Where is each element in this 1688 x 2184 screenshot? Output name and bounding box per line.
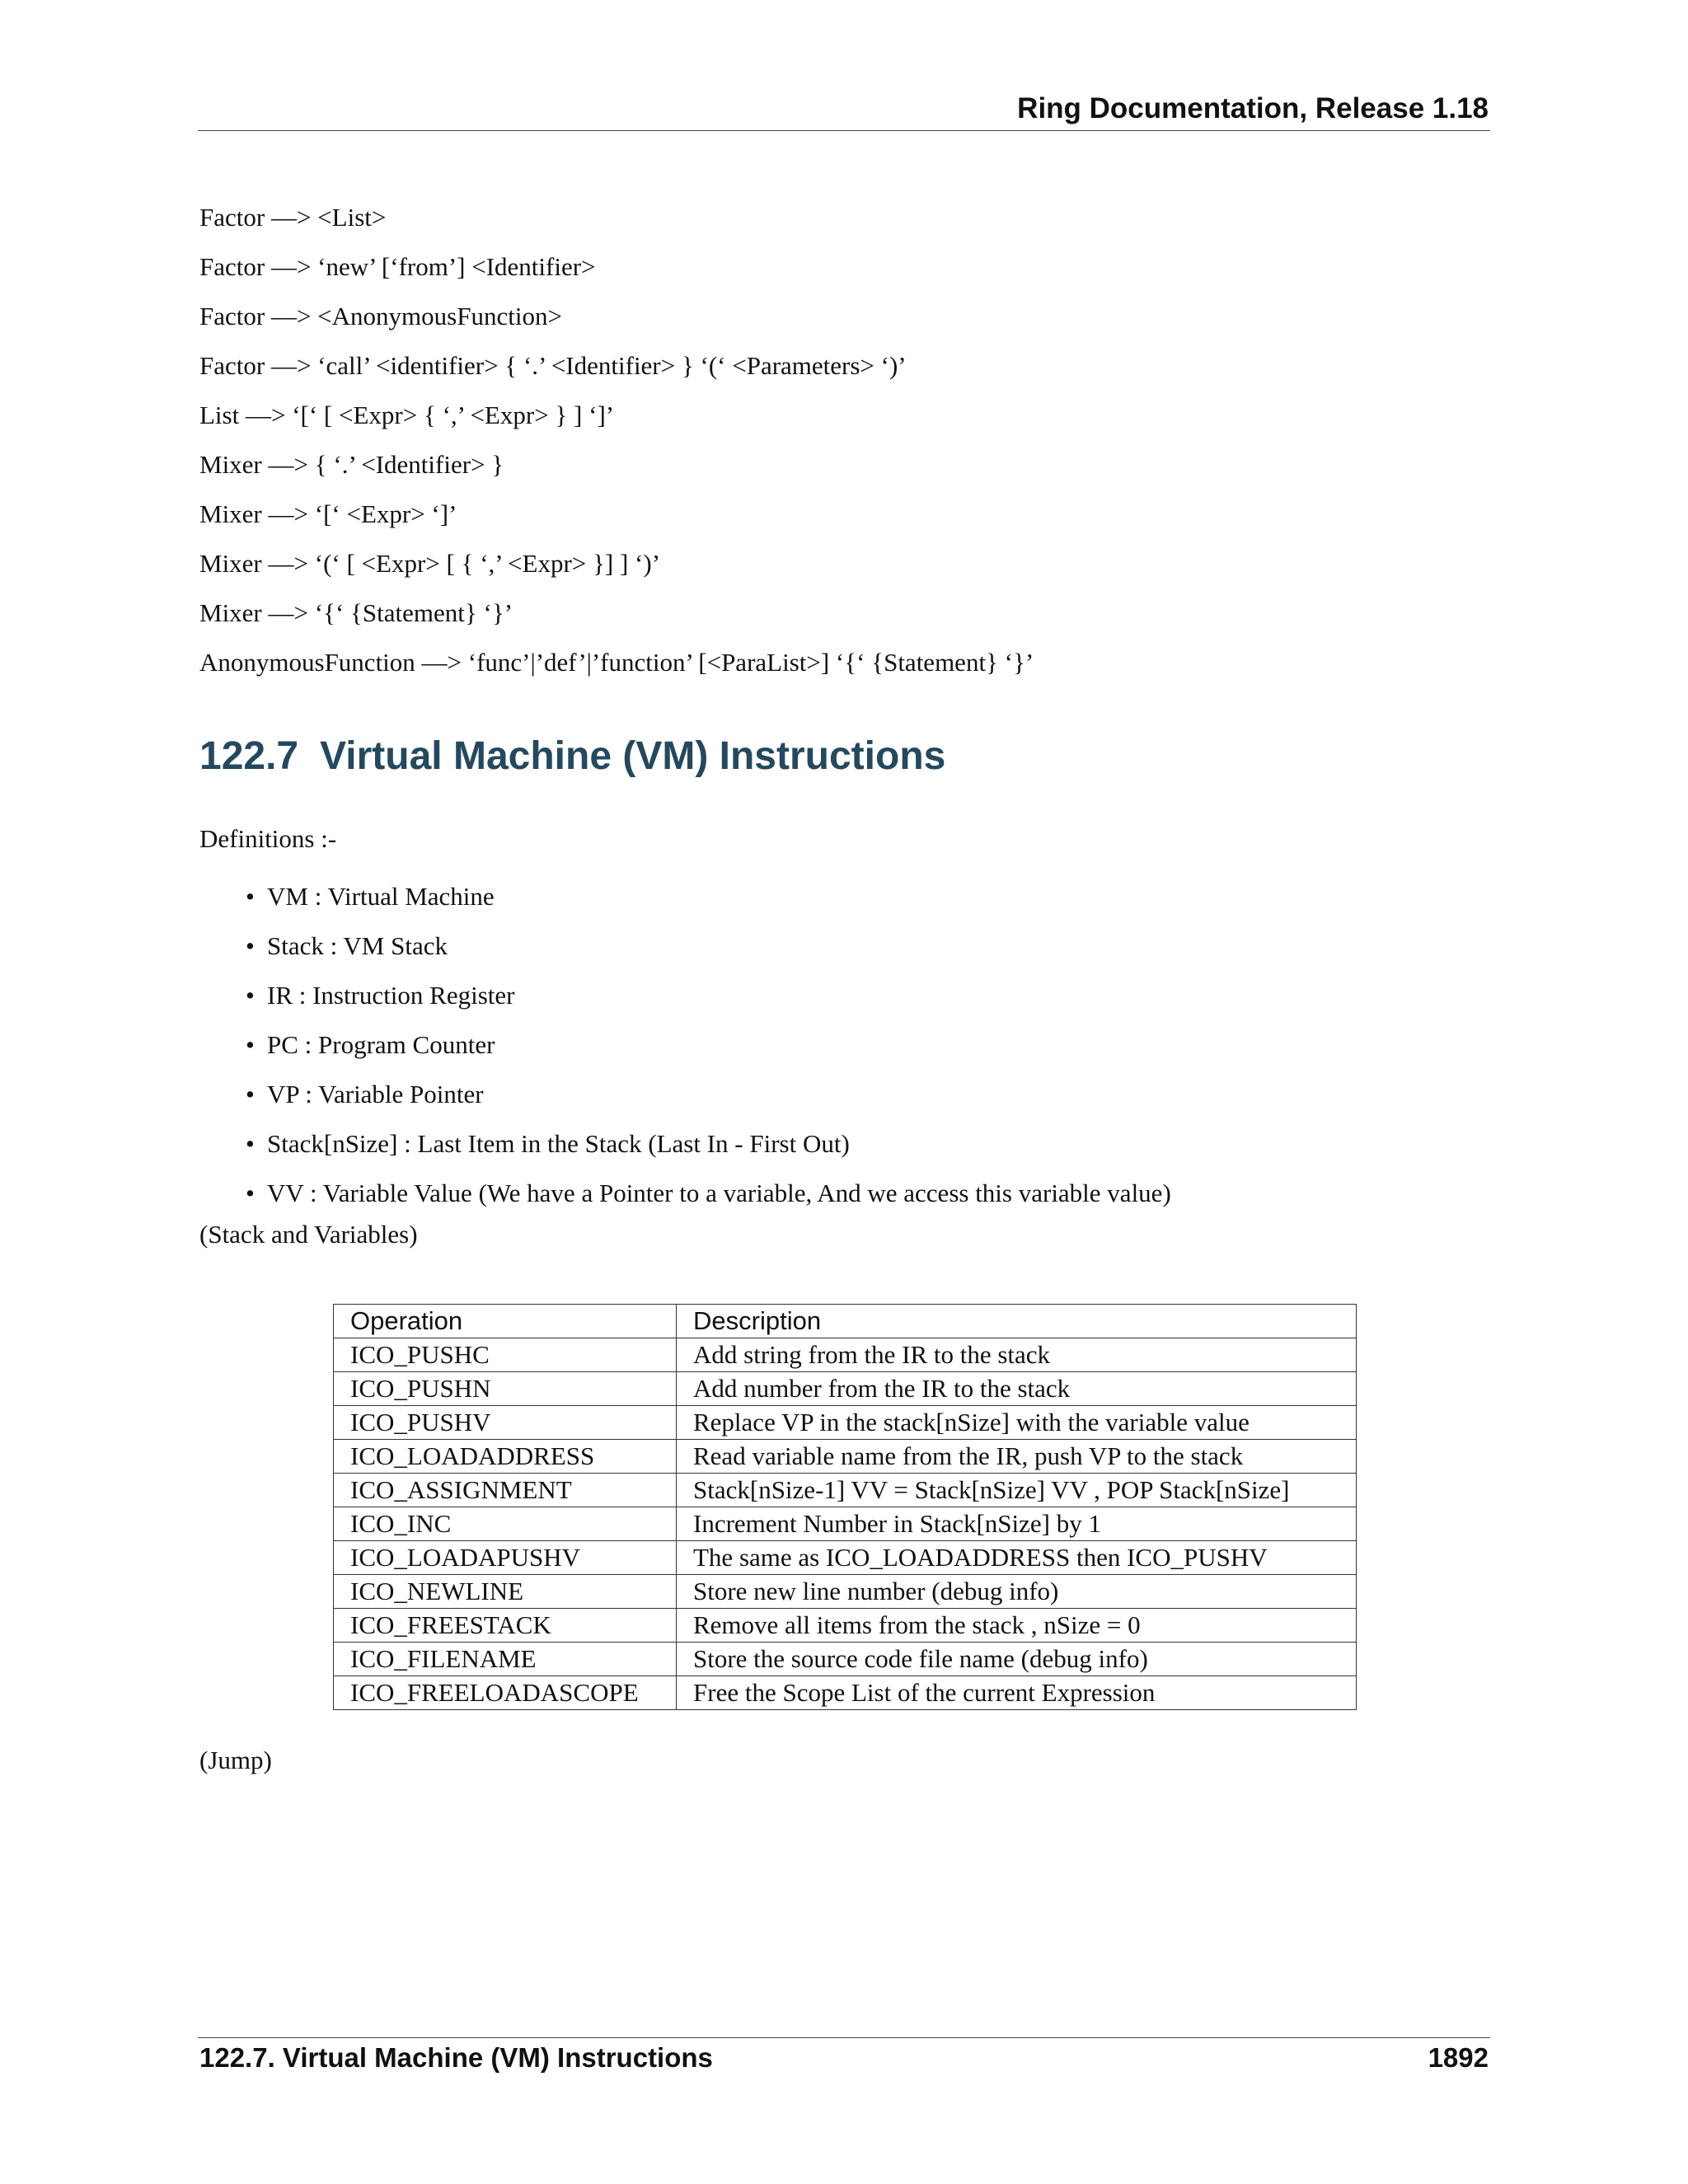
operation-cell: ICO_FREESTACK — [334, 1609, 677, 1643]
operation-cell: ICO_ASSIGNMENT — [334, 1474, 677, 1507]
grammar-line: Mixer —> ‘[‘ <Expr> ‘]’ — [199, 499, 457, 528]
vm-instructions-table — [333, 1304, 1357, 1710]
table-row — [334, 1474, 1357, 1507]
definition-item: • VV : Variable Value (We have a Pointer to a variable, And we access this variable value) — [246, 1172, 1171, 1221]
header-description: Description — [677, 1305, 1357, 1338]
definition-item: • Stack : VM Stack — [246, 925, 1171, 974]
operation-cell: ICO_NEWLINE — [334, 1575, 677, 1609]
definitions-label: Definitions :- — [199, 824, 337, 853]
description-cell: Add string from the IR to the stack — [677, 1338, 1357, 1372]
table-row — [334, 1541, 1357, 1575]
grammar-line: Mixer —> ‘(‘ [ <Expr> [ { ‘,’ <Expr> }] ] ‘)’ — [199, 549, 661, 578]
operation-cell: ICO_LOADAPUSHV — [334, 1541, 677, 1575]
table-row — [334, 1406, 1357, 1440]
description-cell: Store the source code file name (debug info) — [677, 1643, 1357, 1676]
description-cell: The same as ICO_LOADADDRESS then ICO_PUSHV — [677, 1541, 1357, 1575]
jump-label: (Jump) — [199, 1746, 272, 1774]
definition-item: • VM : Virtual Machine — [246, 875, 1171, 925]
page-number: 1892 — [1428, 2042, 1489, 2073]
grammar-line: Factor —> ‘new’ [‘from’] <Identifier> — [199, 252, 596, 281]
grammar-rules — [199, 196, 1034, 691]
operation-cell: ICO_PUSHC — [334, 1338, 677, 1372]
grammar-line: Mixer —> { ‘.’ <Identifier> } — [199, 450, 504, 479]
table-row — [334, 1507, 1357, 1541]
table-row — [334, 1440, 1357, 1474]
grammar-line: Factor —> <List> — [199, 203, 387, 232]
grammar-line: List —> ‘[‘ [ <Expr> { ‘,’ <Expr> } ] ‘]’ — [199, 401, 615, 429]
footer-section-title: 122.7. Virtual Machine (VM) Instructions — [199, 2042, 713, 2073]
section-heading — [199, 733, 945, 779]
definitions-list — [246, 875, 1171, 1221]
description-cell: Read variable name from the IR, push VP to the stack — [677, 1440, 1357, 1474]
grammar-line: Factor —> <AnonymousFunction> — [199, 302, 562, 330]
definition-item: • IR : Instruction Register — [246, 974, 1171, 1024]
section-title: Virtual Machine (VM) Instructions — [320, 734, 946, 778]
footer-rule — [198, 2037, 1490, 2038]
table-header-row — [334, 1305, 1357, 1338]
description-cell: Stack[nSize-1] VV = Stack[nSize] VV , POP Stack[nSize] — [677, 1474, 1357, 1507]
definition-item: • VP : Variable Pointer — [246, 1073, 1171, 1122]
section-number: 122.7 — [199, 734, 299, 778]
grammar-line: Factor —> ‘call’ <identifier> { ‘.’ <Identifier> } ‘(‘ <Parameters> ‘)’ — [199, 351, 907, 380]
definition-item: • Stack[nSize] : Last Item in the Stack (Last In - First Out) — [246, 1122, 1171, 1172]
description-cell: Add number from the IR to the stack — [677, 1372, 1357, 1406]
definition-item: • PC : Program Counter — [246, 1024, 1171, 1073]
grammar-line: Mixer —> ‘{‘ {Statement} ‘}’ — [199, 598, 513, 627]
table-row — [334, 1372, 1357, 1406]
running-header: Ring Documentation, Release 1.18 — [1017, 92, 1489, 124]
description-cell: Replace VP in the stack[nSize] with the variable value — [677, 1406, 1357, 1440]
description-cell: Free the Scope List of the current Expression — [677, 1676, 1357, 1710]
operation-cell: ICO_INC — [334, 1507, 677, 1541]
operation-cell: ICO_LOADADDRESS — [334, 1440, 677, 1474]
operation-cell: ICO_FREELOADASCOPE — [334, 1676, 677, 1710]
operation-cell: ICO_FILENAME — [334, 1643, 677, 1676]
stack-label: (Stack and Variables) — [199, 1220, 418, 1249]
header-operation: Operation — [334, 1305, 677, 1338]
description-cell: Remove all items from the stack , nSize = 0 — [677, 1609, 1357, 1643]
description-cell: Increment Number in Stack[nSize] by 1 — [677, 1507, 1357, 1541]
table-row — [334, 1676, 1357, 1710]
header-rule — [198, 130, 1490, 131]
table-row — [334, 1609, 1357, 1643]
description-cell: Store new line number (debug info) — [677, 1575, 1357, 1609]
grammar-line: AnonymousFunction —> ‘func’|’def’|’function’ [<ParaList>] ‘{‘ {Statement} ‘}’ — [199, 648, 1034, 677]
operation-cell: ICO_PUSHV — [334, 1406, 677, 1440]
table-row — [334, 1338, 1357, 1372]
table-row — [334, 1643, 1357, 1676]
operation-cell: ICO_PUSHN — [334, 1372, 677, 1406]
table-row — [334, 1575, 1357, 1609]
